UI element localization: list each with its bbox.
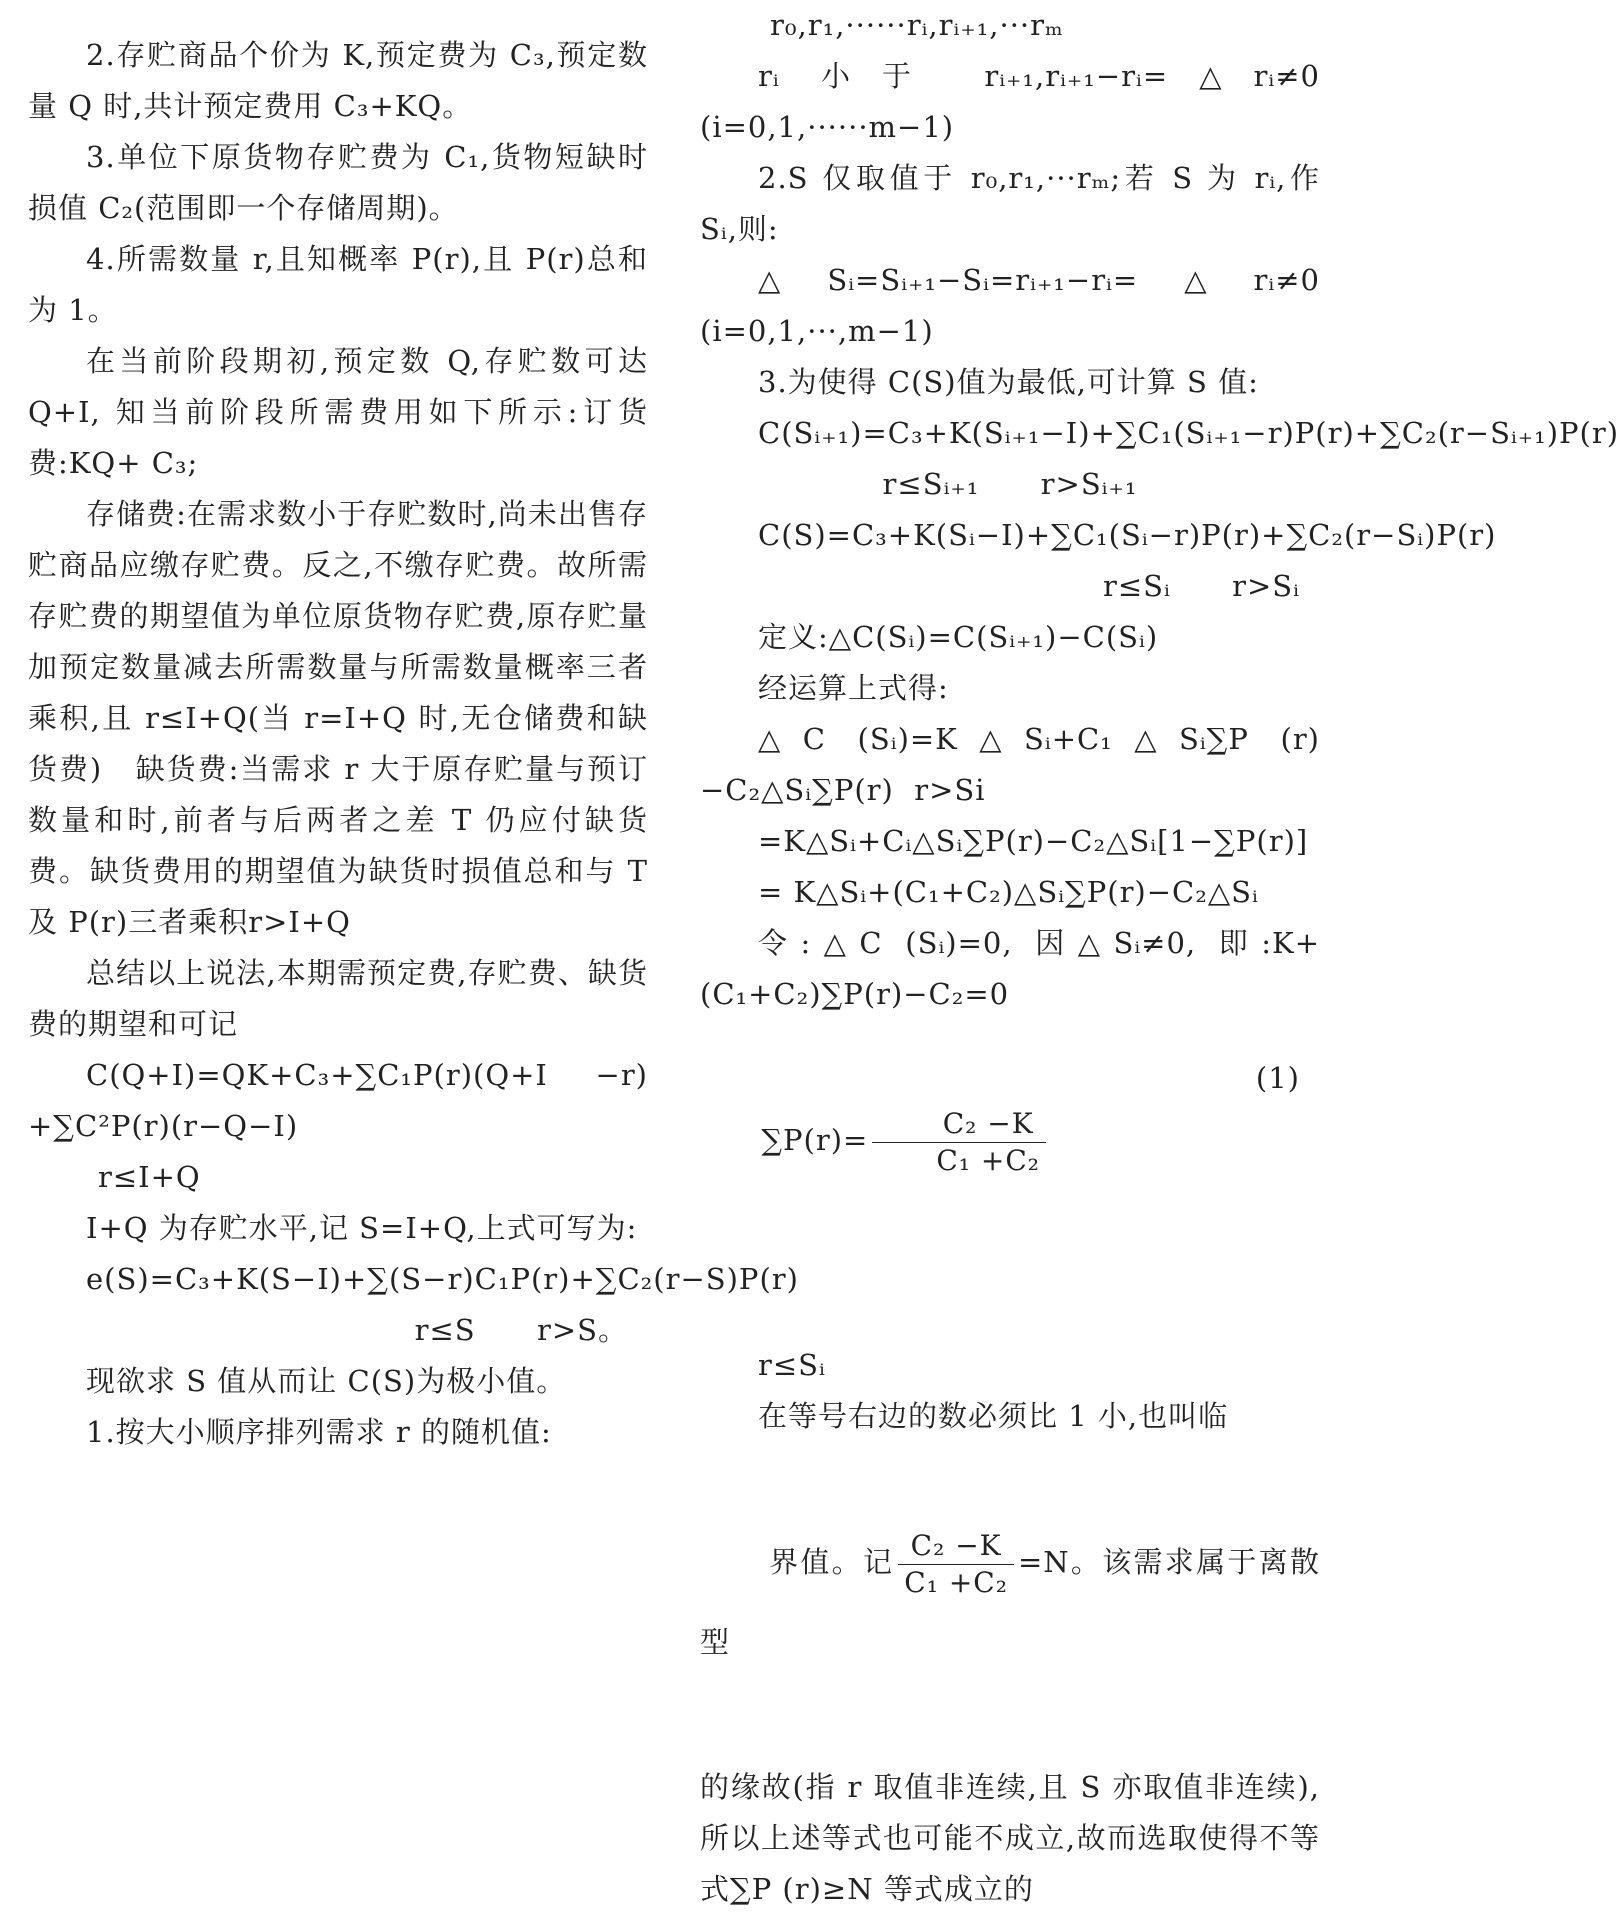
fraction-denominator: C₁ +C₂ [936, 1143, 1040, 1177]
paragraph: 的缘故(指 r 取值非连续,且 S 亦取值非连续),所以上述等式也可能不成立,故而选取使得不等式∑P (r)≥N 等式成立的 [700, 1770, 1320, 1906]
equation-condition: r≤I+Q [98, 1160, 201, 1194]
paragraph: 3.为使得 C(S)值为最低,可计算 S 值: [758, 365, 1259, 399]
text-prefix: 界值。记 [769, 1545, 895, 1579]
fraction-denominator: C₁ +C₂ [904, 1565, 1008, 1599]
right-column [700, 0, 1619, 1915]
fraction [872, 1106, 1046, 1177]
fraction-numerator: C₂ −K [872, 1110, 1046, 1143]
equation-condition: r≤Sᵢ r>Sᵢ [1102, 569, 1300, 603]
paragraph: 4.所需数量 r,且知概率 P(r),且 P(r)总和为 1。 [28, 242, 648, 327]
paragraph: 1.按大小顺序排列需求 r 的随机值: [86, 1415, 552, 1449]
text-suffix: =N。该需求属于离散型 [700, 1545, 1320, 1659]
equation-number: (1) [1255, 1061, 1300, 1095]
equation-condition: r≤Sᵢ₊₁ r>Sᵢ₊₁ [882, 467, 1138, 501]
paragraph: 存储费:在需求数小于存贮数时,尚未出售存贮商品应缴存贮费。反之,不缴存贮费。故所需存贮费的期望值为单位原货物存贮费,原存贮量加预定数量减去所需数量与所需数量概率三者乘积,且 r≤I+Q(当 r=I+Q 时,无仓储费和缺货费) 缺货费:当需求 r 大于原存贮量与预订数量和时,前者与后两者之差 T 仍应付缺货费。缺货费用的期望值为缺货时损值总和与 T 及 P(r)三者乘积r>I+Q [28, 497, 659, 939]
paragraph: 总结以上说法,本期需预定费,存贮费、缺货费的期望和可记 [28, 956, 648, 1041]
equation: C(Sᵢ₊₁)=C₃+K(Sᵢ₊₁−I)+∑C₁(Sᵢ₊₁−r)P(r)+∑C₂(r−Sᵢ₊₁)P(r) [758, 416, 1619, 450]
paragraph: I+Q 为存贮水平,记 S=I+Q,上式可写为: [86, 1211, 638, 1245]
equation: △Sᵢ=Sᵢ₊₁−Sᵢ=rᵢ₊₁−rᵢ=△rᵢ≠0 (i=0,1,···,m−1) [700, 263, 1331, 348]
sequence: r₀,r₁,······rᵢ,rᵢ₊₁,···rₘ [770, 8, 1064, 42]
numbered-equation [700, 1020, 1320, 1340]
paragraph: 在等号右边的数必须比 1 小,也叫临 [758, 1399, 1229, 1433]
equation: e(S)=C₃+K(S−I)+∑(S−r)C₁P(r)+∑C₂(r−S)P(r) [86, 1262, 799, 1296]
paragraph: 在当前阶段期初,预定数 Q,存贮数可达 Q+I, 知当前阶段所需费用如下所示:订货费:KQ+ C₃; [28, 344, 659, 480]
fraction-numerator: C₂ −K [898, 1532, 1014, 1565]
paragraph: 令:△C (Sᵢ)=0, 因△Sᵢ≠0, 即:K+(C₁+C₂)∑P(r)−C₂=0 [700, 926, 1320, 1011]
equation-prefix: ∑P(r)= [761, 1123, 869, 1157]
equation-condition: r≤S r>S。 [414, 1313, 628, 1347]
definition: 定义:△C(Sᵢ)=C(Sᵢ₊₁)−C(Sᵢ) [758, 620, 1159, 654]
paragraph: 3.单位下原货物存贮费为 C₁,货物短缺时损值 C₂(范围即一个存储周期)。 [28, 140, 648, 225]
equation: =K△Sᵢ+Cᵢ△Sᵢ∑P(r)−C₂△Sᵢ[1−∑P(r)] [758, 824, 1309, 858]
equation: = K△Sᵢ+(C₁+C₂)△Sᵢ∑P(r)−C₂△Sᵢ [758, 875, 1259, 909]
equation: C(S)=C₃+K(Sᵢ−I)+∑C₁(Sᵢ−r)P(r)+∑C₂(r−Sᵢ)P(r) [758, 518, 1497, 552]
equation-condition: r≤Sᵢ [758, 1348, 826, 1382]
paragraph: 现欲求 S 值从而让 C(S)为极小值。 [86, 1364, 567, 1398]
fraction [898, 1528, 1014, 1599]
equation: △C (Sᵢ)=K△Sᵢ+C₁△Sᵢ∑P (r)−C₂△Sᵢ∑P(r) r>Si [700, 722, 1320, 807]
paragraph: rᵢ 小于 rᵢ₊₁,rᵢ₊₁−rᵢ=△rᵢ≠0 (i=0,1,······m−1) [700, 59, 1331, 144]
paragraph: 2.存贮商品个价为 K,预定费为 C₃,预定数量 Q 时,共计预定费用 C₃+KQ。 [28, 38, 648, 123]
critical-value-line [700, 1442, 1320, 1762]
paragraph: 2.S 仅取值于 r₀,r₁,···rₘ;若 S 为 rᵢ,作 Sᵢ,则: [700, 161, 1331, 246]
paragraph: 经运算上式得: [758, 671, 949, 705]
equation: C(Q+I)=QK+C₃+∑C₁P(r)(Q+I −r) +∑C²P(r)(r−Q−I) [28, 1058, 659, 1143]
